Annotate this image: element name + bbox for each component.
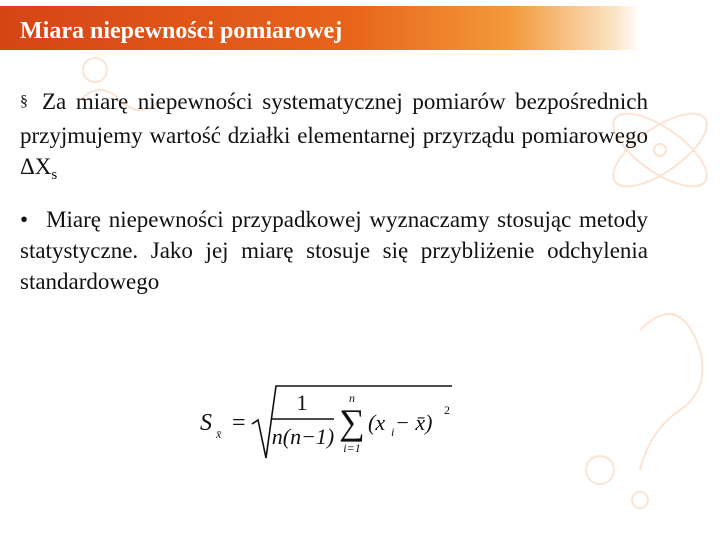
dot-bullet: • (20, 207, 29, 232)
term-close: − x̄) (395, 410, 433, 435)
term-open: (x (368, 410, 386, 435)
sum-lower-limit: i=1 (343, 441, 361, 455)
sum-symbol: ∑ (339, 402, 365, 442)
formula-equals: = (232, 410, 246, 436)
title-bar (0, 6, 640, 50)
standard-deviation-formula (196, 380, 466, 470)
term-subscript: i (391, 425, 395, 439)
section-bullet: § (20, 93, 28, 110)
sum-upper-limit: n (349, 391, 355, 405)
formula-lhs-subscript: x̄ (216, 427, 222, 441)
page-title: Miara niepewności pomiarowej (20, 18, 343, 44)
term-exponent: 2 (444, 403, 450, 417)
formula-denominator: n(n−1) (271, 424, 335, 449)
paragraph-random-uncertainty (20, 204, 648, 297)
formula-lhs: S (200, 410, 212, 436)
paragraph-1-text: Za miarę niepewności systematycznej pomiarów bezpośrednich przyjmujemy wartość działki elementarnej przyrządu pomiarowego ΔX (20, 89, 648, 179)
formula-numerator: 1 (296, 390, 308, 415)
paragraph-2-text: Miarę niepewności przypadkowej wyznaczamy stosując metody statystyczne. Jako jej miarę stosuje się przybliżenie odchylenia standardowego (20, 207, 648, 294)
paragraph-1-subscript: s (51, 167, 58, 183)
paragraph-systematic-uncertainty (20, 86, 648, 191)
